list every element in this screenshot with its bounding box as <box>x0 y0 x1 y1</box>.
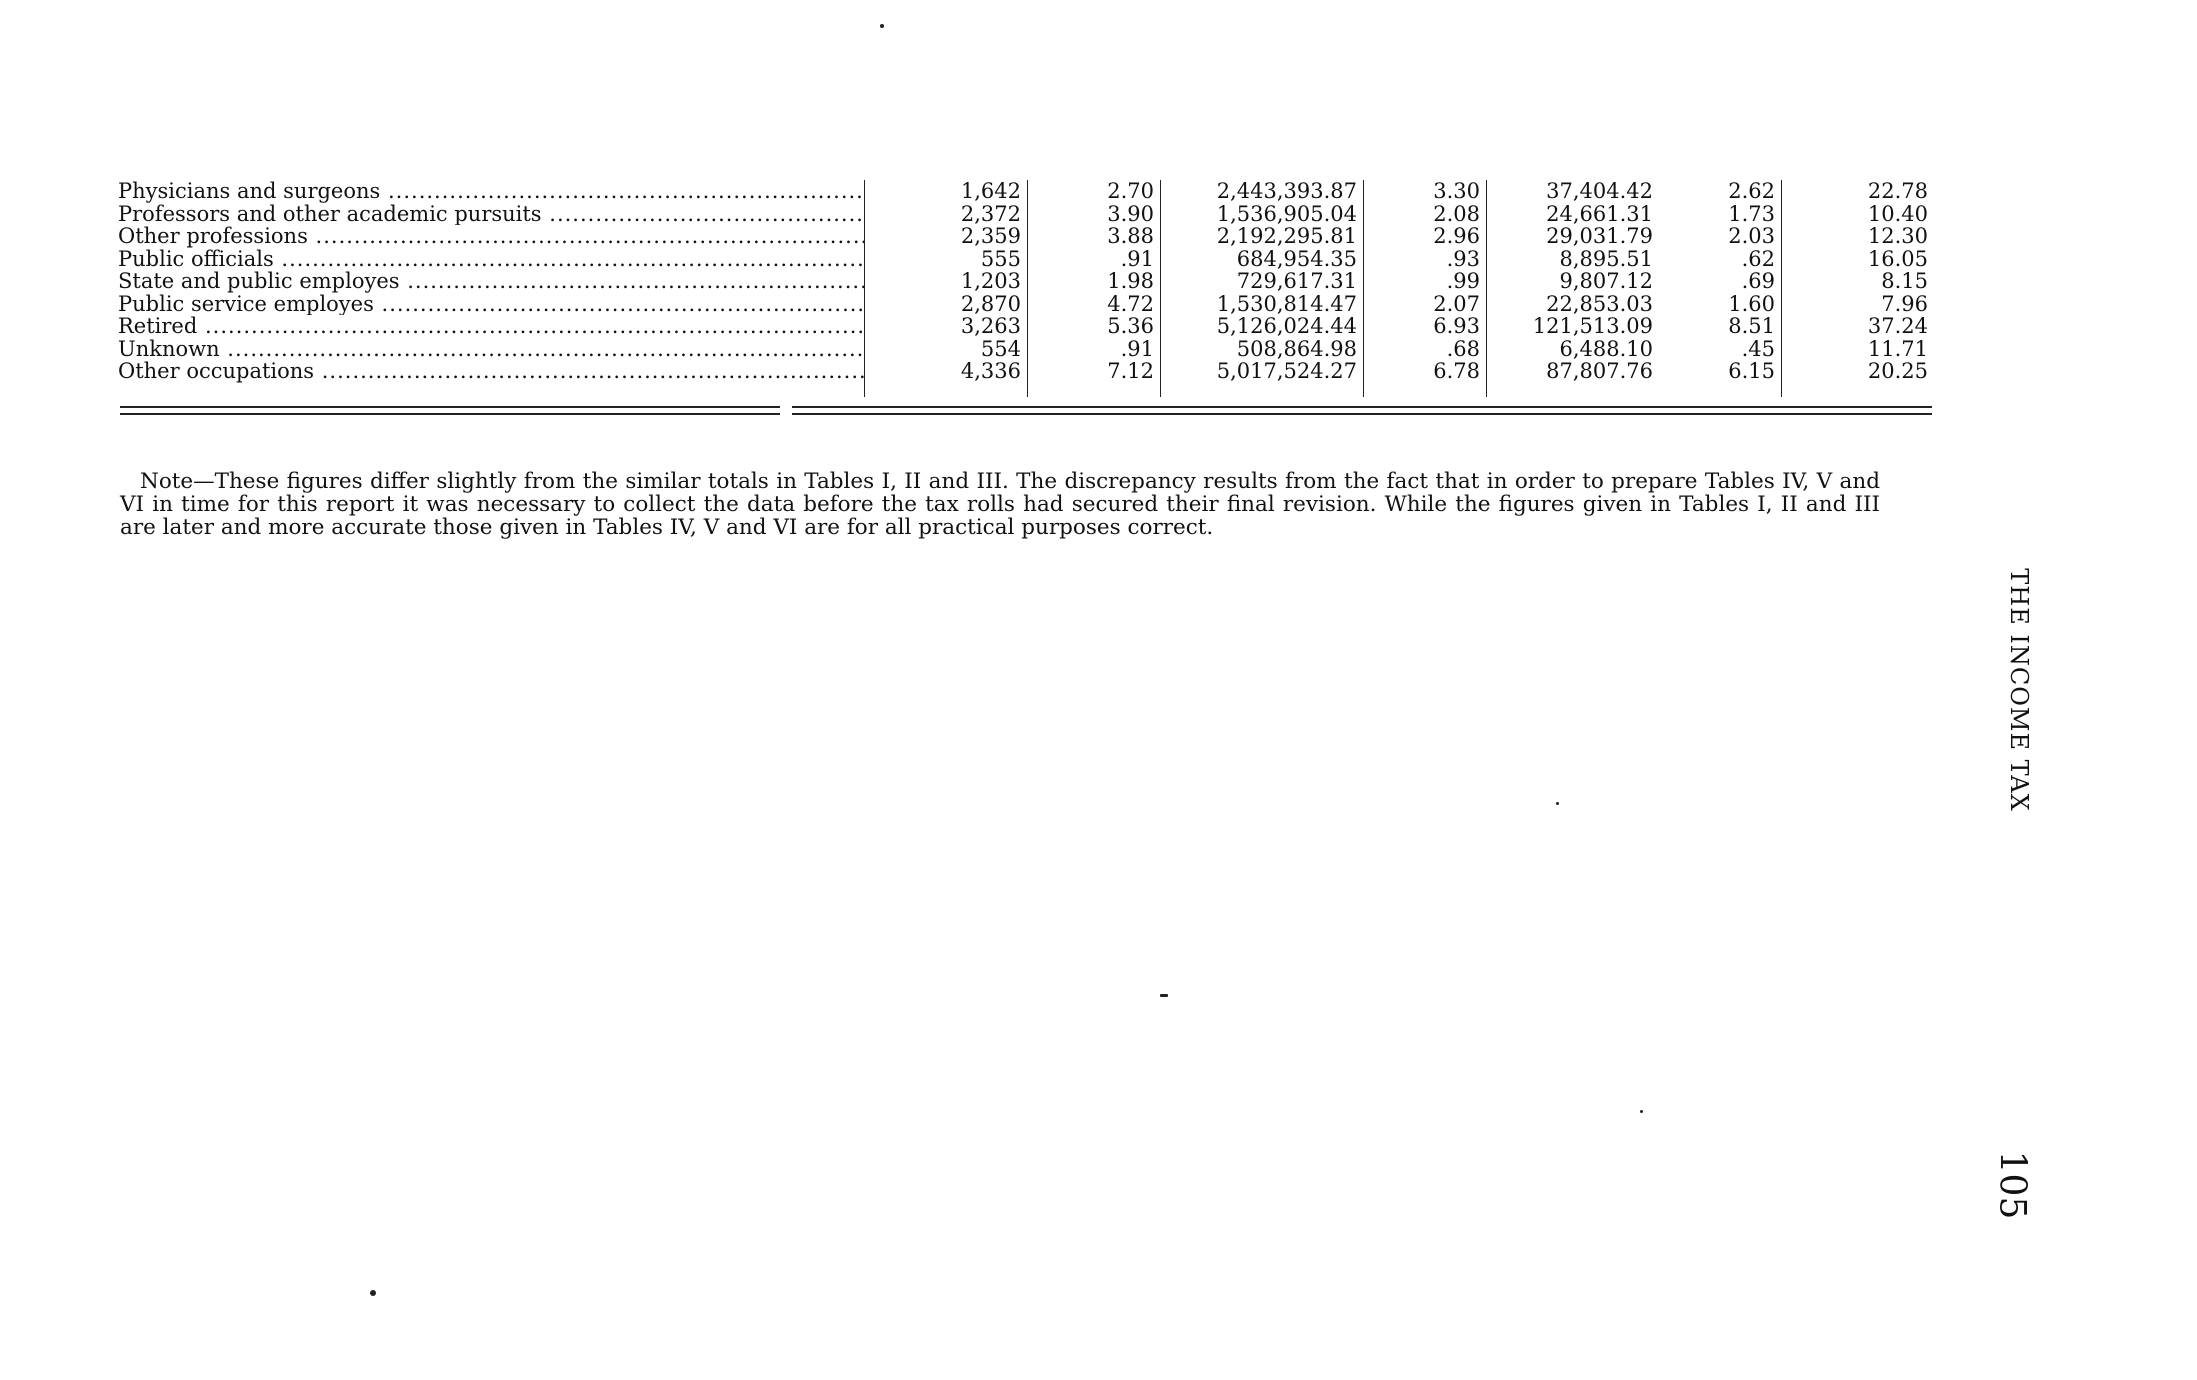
net-income-percent-cell: 2.96 <box>1364 225 1487 248</box>
returns-count-cell: 4,336 <box>960 359 1021 383</box>
net-income-percent-cell: .93 <box>1364 248 1487 271</box>
table-row <box>112 225 1934 248</box>
spacer-cell <box>1659 383 1782 397</box>
spacer-cell <box>1782 383 1935 397</box>
net-income-cell: 5,017,524.27 <box>1161 360 1364 383</box>
rule-line <box>120 406 780 408</box>
paper-speck <box>880 24 884 28</box>
row-label-text: State and public employes ..... <box>118 270 865 293</box>
table-row <box>112 293 1934 316</box>
rule-line <box>792 413 1932 415</box>
tax-cell: 22,853.03 <box>1487 293 1660 316</box>
returns-percent-cell: .91 <box>1028 248 1161 271</box>
returns-percent-cell: .91 <box>1028 338 1161 361</box>
average-tax-cell: 16.05 <box>1782 248 1935 271</box>
table-row <box>112 180 1934 203</box>
average-tax-cell: 12.30 <box>1782 225 1935 248</box>
returns-percent-cell: 3.90 <box>1028 203 1161 226</box>
page-number <box>1992 1150 2032 1220</box>
row-label <box>112 248 865 271</box>
rule-line <box>120 413 780 415</box>
tax-percent-cell: 6.15 <box>1728 359 1775 383</box>
table-bottom-rules <box>120 406 1932 418</box>
tax-cell: 8,895.51 <box>1487 248 1660 271</box>
net-income-percent-cell: 6.78 <box>1364 360 1487 383</box>
net-income-percent-cell: 6.93 <box>1364 315 1487 338</box>
spacer-cell <box>865 383 1028 397</box>
returns-percent-cell: 5.36 <box>1028 315 1161 338</box>
spacer-cell <box>1487 383 1660 397</box>
occupation-table <box>112 180 1934 397</box>
returns-count-cell: 2,372 <box>960 201 1021 226</box>
net-income-percent-cell: .68 <box>1364 338 1487 361</box>
average-tax-cell: 22.78 <box>1782 180 1935 203</box>
returns-percent-cell: 4.72 <box>1028 293 1161 316</box>
table-row <box>112 315 1934 338</box>
net-income-cell: 508,864.98 <box>1161 338 1364 361</box>
spacer-cell <box>1364 383 1487 397</box>
net-income-cell: 729,617.31 <box>1161 270 1364 293</box>
tax-cell: 24,661.31 <box>1487 203 1660 226</box>
row-label <box>112 293 865 316</box>
average-tax-cell: 7.96 <box>1782 293 1935 316</box>
tax-cell: 121,513.09 <box>1487 315 1660 338</box>
row-label-text: Other professions ..... <box>118 225 865 248</box>
tax-percent-cell: 8.51 <box>1728 314 1775 338</box>
row-label-text: Professors and other academic pursuits ..... <box>118 203 865 226</box>
net-income-cell: 684,954.35 <box>1161 248 1364 271</box>
tax-percent-cell: 1.60 <box>1728 291 1775 316</box>
tax-percent-cell: .69 <box>1741 269 1775 293</box>
table-row <box>112 248 1934 271</box>
row-label <box>112 315 865 338</box>
net-income-cell: 1,536,905.04 <box>1161 203 1364 226</box>
returns-count-cell: 2,359 <box>960 224 1021 248</box>
spacer-cell <box>1161 383 1364 397</box>
tax-cell: 29,031.79 <box>1487 225 1660 248</box>
row-label-text: Other occupations ..... <box>118 360 865 383</box>
returns-count-cell: 555 <box>980 246 1021 271</box>
tax-cell: 87,807.76 <box>1487 360 1660 383</box>
tax-percent-cell: 2.03 <box>1728 224 1775 248</box>
returns-count-cell: 1,642 <box>960 179 1021 203</box>
returns-count-cell: 3,263 <box>960 314 1021 338</box>
spacer-cell <box>112 383 865 397</box>
net-income-cell: 2,443,393.87 <box>1161 180 1364 203</box>
returns-percent-cell: 3.88 <box>1028 225 1161 248</box>
net-income-cell: 5,126,024.44 <box>1161 315 1364 338</box>
page-number-text: 105 <box>1991 1150 2033 1220</box>
paper-speck <box>1160 994 1168 997</box>
row-label-text: Unknown ..... <box>118 338 865 361</box>
table-row <box>112 270 1934 293</box>
tax-percent-cell: .45 <box>1741 336 1775 361</box>
row-label-text: Physicians and surgeons ..... <box>118 180 865 203</box>
paper-speck <box>1640 1110 1643 1113</box>
paper-speck <box>1556 802 1559 805</box>
average-tax-cell: 10.40 <box>1782 203 1935 226</box>
returns-percent-cell: 2.70 <box>1028 180 1161 203</box>
tax-cell: 37,404.42 <box>1487 180 1660 203</box>
table-row <box>112 338 1934 361</box>
row-label <box>112 203 865 226</box>
returns-percent-cell: 1.98 <box>1028 270 1161 293</box>
paper-speck <box>370 1290 376 1296</box>
net-income-cell: 1,530,814.47 <box>1161 293 1364 316</box>
average-tax-cell: 8.15 <box>1782 270 1935 293</box>
returns-count-cell: 2,870 <box>960 291 1021 316</box>
returns-count-cell: 554 <box>980 336 1021 361</box>
rule-line <box>792 406 1932 408</box>
average-tax-cell: 37.24 <box>1782 315 1935 338</box>
row-label <box>112 360 865 383</box>
running-head <box>2004 560 2034 820</box>
tax-percent-cell: 1.73 <box>1728 201 1775 226</box>
table-body <box>112 180 1934 397</box>
net-income-percent-cell: 3.30 <box>1364 180 1487 203</box>
running-head-text: THE INCOME TAX <box>2005 568 2033 812</box>
returns-percent-cell: 7.12 <box>1028 360 1161 383</box>
row-label <box>112 180 865 203</box>
row-label <box>112 338 865 361</box>
net-income-percent-cell: 2.07 <box>1364 293 1487 316</box>
average-tax-cell: 11.71 <box>1782 338 1935 361</box>
net-income-percent-cell: 2.08 <box>1364 203 1487 226</box>
row-label-text: Retired ..... <box>118 315 865 338</box>
tax-percent-cell: .62 <box>1741 246 1775 271</box>
row-label <box>112 225 865 248</box>
row-label-text: Public officials ..... <box>118 248 865 271</box>
returns-count-cell: 1,203 <box>960 269 1021 293</box>
tax-cell: 9,807.12 <box>1487 270 1660 293</box>
table-row <box>112 203 1934 226</box>
table-footnote: Note—These figures differ slightly from the similar totals in Tables I, II and III. The discrepancy results from the fact that in order to prepare Tables IV, V and VI in time for this report it was necessary to collect the data before the tax rolls had secured their final revision. While the figures given in Tables I, II and III are later and more accurate those given in Tables IV, V and VI are for all practical purposes correct. <box>120 468 1880 540</box>
table-row <box>112 360 1934 383</box>
net-income-percent-cell: .99 <box>1364 270 1487 293</box>
tax-cell: 6,488.10 <box>1487 338 1660 361</box>
net-income-cell: 2,192,295.81 <box>1161 225 1364 248</box>
average-tax-cell: 20.25 <box>1782 360 1935 383</box>
table-spacer-row <box>112 383 1934 397</box>
row-label-text: Public service employes ..... <box>118 293 865 316</box>
tax-percent-cell: 2.62 <box>1728 179 1775 203</box>
spacer-cell <box>1028 383 1161 397</box>
row-label <box>112 270 865 293</box>
occupation-table-fragment <box>112 180 1932 397</box>
